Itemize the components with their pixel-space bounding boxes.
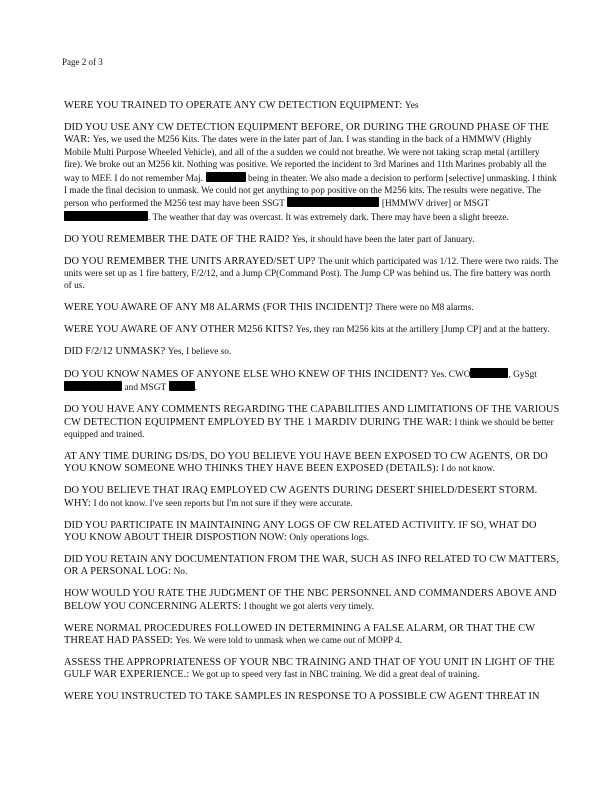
answer: The unit which participated was 1/12. There were two raids. The units were set up as 1 fire battery, F/2/12, and a Jump CP(Command Post). The Jump CP was behind us. The fire battery was north of us. bbox=[64, 256, 559, 292]
answer-continued: and MSGT bbox=[124, 383, 167, 394]
answer: We got up to speed very fast in NBC training. We did a great deal of training. bbox=[191, 670, 480, 681]
qa-item bbox=[64, 657, 560, 682]
interview-document bbox=[64, 100, 560, 713]
question: DID F/2/12 UNMASK? bbox=[64, 346, 166, 358]
question: DID YOU RETAIN ANY DOCUMENTATION FROM THE WAR, SUCH AS INFO RELATED TO CW MATTERS, OR A PERSONAL LOG: bbox=[64, 553, 559, 578]
redaction-bar bbox=[206, 172, 246, 182]
answer: Yes. We were told to unmask when we came out of MOPP 4. bbox=[175, 636, 402, 646]
qa-item bbox=[64, 256, 560, 293]
answer: Yes, we used the M256 Kits. The dates were in the later part of Jan. I was standing in the back of a HMMWV (Highly Mobile Multi Purpose Wheeled Vehicle), and all of the a sudden we could not breathe. We were not taking scrap metal (artillery fire). We broke out an M256 kit. Nothing was positive. We reported the incident to 3rd Marines and 11th Marines probably all the way to MEF. I do not remember Maj. bbox=[64, 135, 547, 184]
answer: No. bbox=[173, 567, 188, 578]
question: DO YOU KNOW NAMES OF ANYONE ELSE WHO KNEW OF THIS INCIDENT? bbox=[64, 369, 429, 380]
question: WERE YOU TRAINED TO OPERATE ANY CW DETECTION EQUIPMENT: bbox=[64, 100, 403, 111]
answer-continued: , GySgt bbox=[508, 370, 537, 380]
qa-item bbox=[64, 451, 560, 476]
answer: I do not know. bbox=[441, 464, 495, 475]
answer-continued: [HMMWV driver] or MSGT bbox=[381, 199, 490, 210]
answer: Yes, it should have been the later part of January. bbox=[291, 234, 475, 245]
question: DID YOU USE ANY CW DETECTION EQUIPMENT BEFORE, OR DURING THE GROUND PHASE OF THE WAR: bbox=[64, 121, 549, 146]
question: WERE YOU AWARE OF ANY M8 ALARMS (FOR THIS INCIDENT]? bbox=[64, 302, 373, 314]
redaction-bar bbox=[470, 368, 508, 378]
question: DID YOU PARTICIPATE IN MAINTAINING ANY LOGS OF CW RELATED ACTIVIITY. IF SO, WHAT DO YOU KNOW ABOUT THEIR DISPOSTION NOW: bbox=[64, 519, 537, 544]
question: WERE YOU AWARE OF ANY OTHER M256 KITS? bbox=[64, 324, 294, 336]
qa-item bbox=[64, 368, 560, 395]
qa-item bbox=[64, 623, 560, 648]
answer: Only operations logs. bbox=[289, 533, 370, 544]
question: ASSESS THE APPROPRIATENESS OF YOUR NBC TRAINING AND THAT OF YOU UNIT IN LIGHT OF THE GULF WAR EXPERIENCE.: bbox=[64, 656, 555, 681]
qa-item bbox=[64, 100, 560, 112]
answer: I do not know. I've seen reports but I'm not sure if they were accurate. bbox=[93, 498, 353, 509]
question: DO YOU HAVE ANY COMMENTS REGARDING THE CAPABILITIES AND LIMITATIONS OF THE VARIOUS CW DETECTION EQUIPMENT EMPLOYED BY THE 1 MARDIV DURING THE WAR: bbox=[64, 404, 560, 428]
question: DO YOU BELIEVE THAT IRAQ EMPLOYED CW AGENTS DURING DESERT SHIELD/DESERT STORM. WHY: bbox=[64, 485, 538, 509]
question: WERE YOU INSTRUCTED TO TAKE SAMPLES IN RESPONSE TO A POSSIBLE CW AGENT THREAT IN bbox=[64, 691, 540, 703]
answer-continued: . The weather that day was overcast. It was extremely dark. There may have been a slight breeze. bbox=[148, 212, 509, 223]
question: DO YOU REMEMBER THE DATE OF THE RAID? bbox=[64, 233, 290, 245]
redaction-bar bbox=[64, 211, 148, 221]
question: HOW WOULD YOU RATE THE JUDGMENT OF THE NBC PERSONNEL AND COMMANDERS ABOVE AND BELOW YOU CONCERNING ALERTS: bbox=[64, 588, 557, 612]
page-number: Page 2 of 3 bbox=[62, 57, 103, 67]
answer: I thought we got alerts very timely. bbox=[243, 601, 374, 612]
qa-item bbox=[64, 520, 560, 545]
answer: Yes. CWO bbox=[430, 370, 471, 380]
qa-item bbox=[64, 122, 560, 224]
redaction-bar bbox=[287, 197, 379, 207]
answer: Yes, I believe so. bbox=[167, 347, 232, 358]
answer: Yes bbox=[404, 101, 419, 111]
qa-item bbox=[64, 404, 560, 441]
qa-item bbox=[64, 485, 560, 510]
qa-item bbox=[64, 346, 560, 358]
question: AT ANY TIME DURING DS/DS, DO YOU BELIEVE YOU HAVE BEEN EXPOSED TO CW AGENTS, OR DO YOU KNOW SOMEONE WHO THINKS THEY HAVE BEEN EXPOSED (DETAILS): bbox=[64, 451, 548, 475]
redaction-bar bbox=[64, 381, 122, 391]
qa-item bbox=[64, 302, 560, 314]
qa-item bbox=[64, 691, 560, 703]
answer: Yes, they ran M256 kits at the artillery [Jump CP] and at the battery. bbox=[295, 325, 550, 336]
answer: I think we should be better equipped and trained. bbox=[64, 417, 554, 441]
qa-item bbox=[64, 554, 560, 579]
question: DO YOU REMEMBER THE UNITS ARRAYED/SET UP? bbox=[64, 255, 316, 267]
qa-item bbox=[64, 324, 560, 336]
answer-continued: . bbox=[194, 383, 197, 394]
question: WERE NORMAL PROCEDURES FOLLOWED IN DETERMINING A FALSE ALARM, OR THAT THE CW THREAT HAD PASSED: bbox=[64, 622, 535, 646]
qa-item bbox=[64, 588, 560, 613]
redaction-bar bbox=[169, 381, 197, 394]
qa-item bbox=[64, 234, 560, 246]
answer-continued: being in theater. We also made a decision to perform [selective] unmasking. I think I made the final decision to unmask. We could not get anything to pop positive on the M256 kits. The results were negative. The person who performed the M256 test may have been SSGT bbox=[64, 173, 557, 210]
answer: There were no M8 alarms. bbox=[375, 303, 474, 314]
